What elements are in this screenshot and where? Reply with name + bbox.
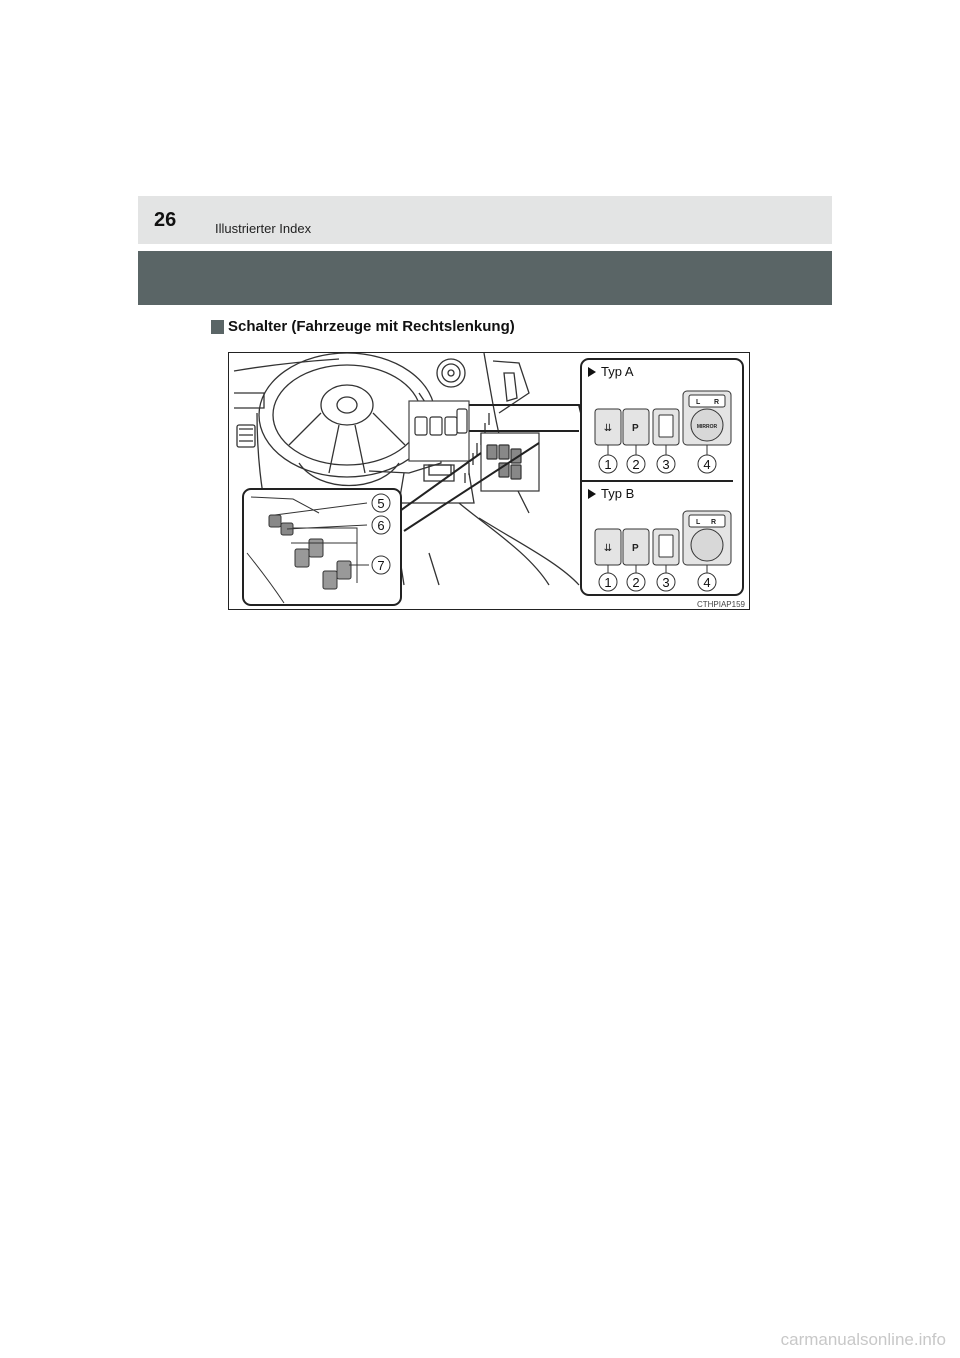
parking-symbol: P	[632, 423, 639, 434]
section-band	[138, 251, 832, 305]
callout-6: 6	[377, 518, 385, 533]
page-header	[138, 196, 832, 244]
watermark: carmanualsonline.info	[780, 1330, 946, 1349]
section-heading	[211, 318, 515, 335]
section-title: Schalter (Fahrzeuge mit Rechtslenkung)	[228, 318, 515, 335]
callout-3-b: 3	[662, 575, 670, 590]
door-switch-inset	[243, 489, 401, 605]
callout-1-a: 1	[604, 457, 612, 472]
mirror-left-label-b: L	[696, 519, 701, 526]
speed-icon: ⇊	[603, 423, 613, 434]
callout-5: 5	[377, 496, 385, 511]
page-number: 26	[154, 209, 177, 231]
switch-illustration	[228, 352, 750, 610]
callout-7: 7	[377, 558, 385, 573]
callout-4-b: 4	[703, 575, 711, 590]
switch-types-panel	[581, 359, 743, 595]
illustration-svg	[229, 353, 751, 611]
callout-4-a: 4	[703, 457, 711, 472]
type-a-label: Typ A	[601, 364, 634, 379]
dash-switch-cluster	[409, 401, 469, 461]
callout-2-b: 2	[632, 575, 640, 590]
mirror-right-label-b: R	[711, 519, 717, 526]
type-b-label: Typ B	[601, 486, 635, 501]
mirror-switch-label: MIRROR	[696, 424, 718, 430]
square-bullet-icon	[211, 320, 224, 334]
speed-icon: ⇊	[603, 543, 613, 554]
callout-3-a: 3	[662, 457, 670, 472]
figure-code: CTHPIAP159	[696, 600, 745, 609]
callout-2-a: 2	[632, 457, 640, 472]
running-title: Illustrierter Index	[215, 221, 312, 236]
mirror-left-label: L	[696, 399, 701, 406]
mirror-right-label: R	[714, 399, 720, 406]
parking-symbol-b: P	[632, 543, 639, 554]
callout-1-b: 1	[604, 575, 612, 590]
